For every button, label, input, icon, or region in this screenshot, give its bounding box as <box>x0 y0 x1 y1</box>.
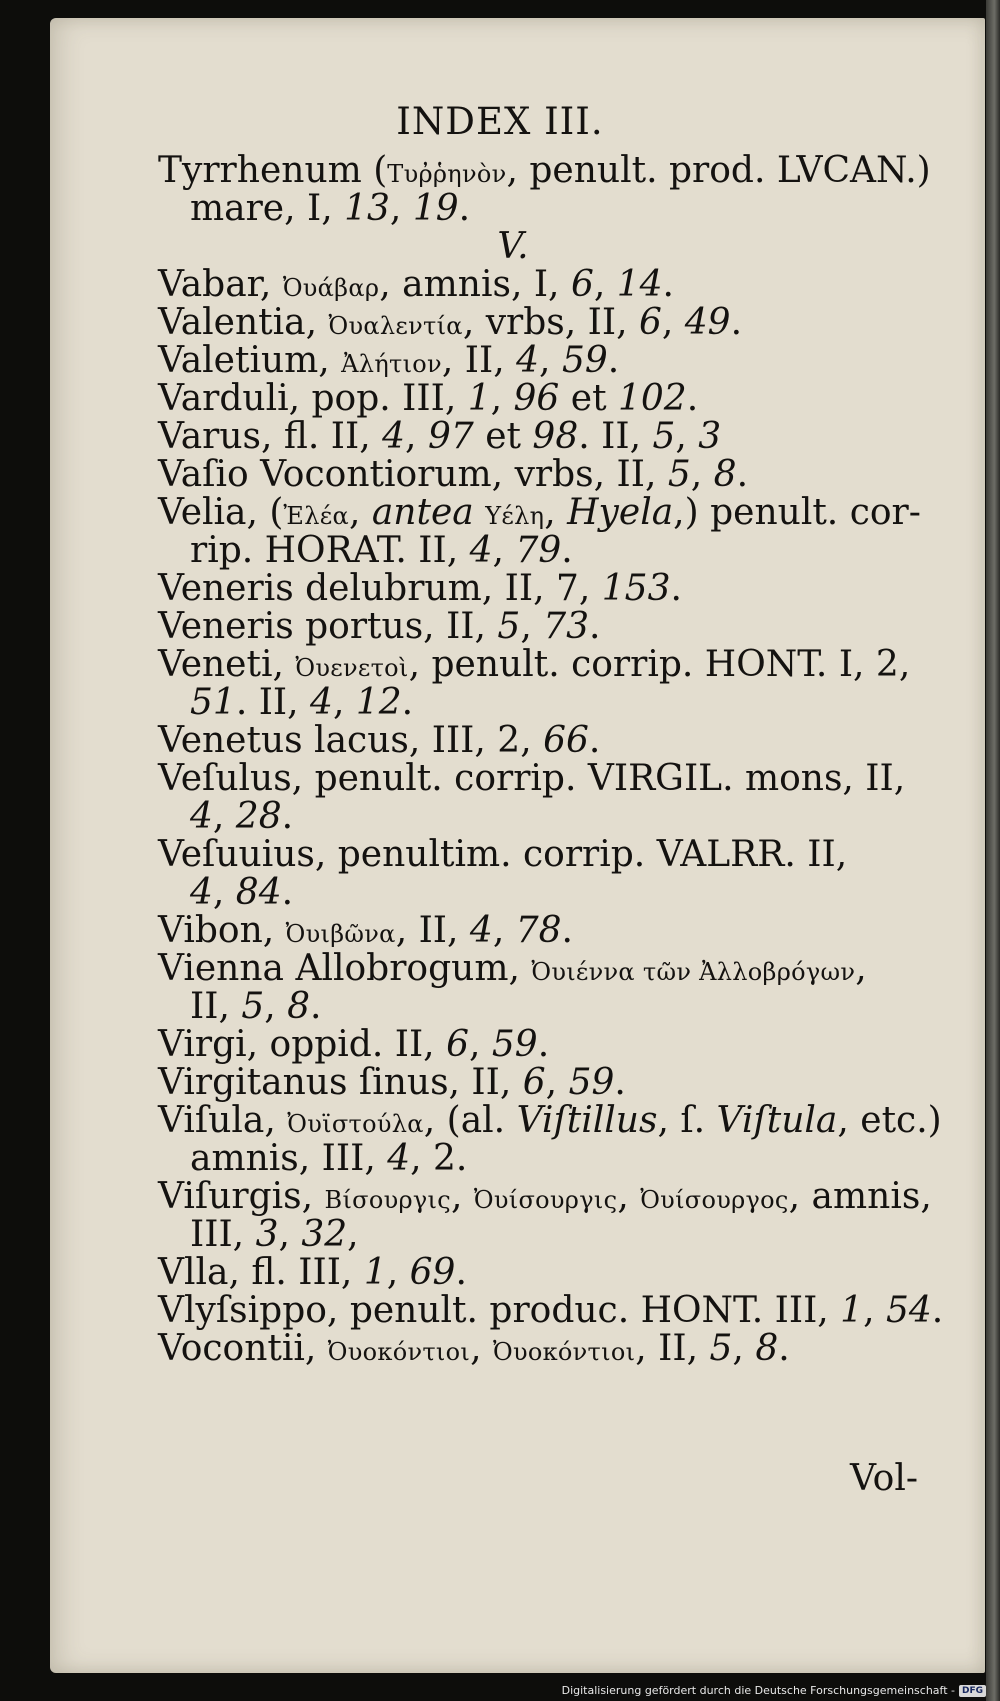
entry-text: . <box>607 340 620 381</box>
index-entry <box>158 304 928 342</box>
reference-number: Viſtula <box>716 1100 838 1141</box>
reference-number: 4 <box>190 872 213 913</box>
reference-number: 96 <box>513 378 560 419</box>
index-entry-continuation <box>158 798 928 836</box>
entry-text: . II, <box>578 416 653 457</box>
entry-text: . <box>458 188 471 229</box>
reference-number: 8 <box>287 986 311 1027</box>
reference-number: 3 <box>255 1214 279 1255</box>
reference-number: 97 <box>427 416 474 457</box>
entry-text: III, <box>190 1214 256 1255</box>
entry-text: , <box>468 1024 492 1065</box>
entry-text: rip. HORAT. II, <box>190 530 470 571</box>
greek-name: Ὀυαλεντία <box>328 312 463 340</box>
entry-text: Veneti, <box>158 644 296 685</box>
reference-number: 79 <box>515 530 562 571</box>
entry-text: , <box>278 1214 302 1255</box>
greek-name: Ἀλήτιον <box>341 350 442 378</box>
index-entry <box>158 418 928 456</box>
entry-text: , <box>732 1328 756 1369</box>
reference-number: 4 <box>382 416 406 457</box>
index-entry-continuation <box>158 988 928 1026</box>
reference-number: 51 <box>190 682 236 723</box>
index-entry <box>158 608 928 646</box>
greek-name: Ἐλέα <box>283 502 349 530</box>
greek-name: Ὀυενετοὶ <box>295 654 409 682</box>
index-entries <box>158 150 944 1369</box>
reference-number: 102 <box>618 378 687 419</box>
entry-text: , <box>855 948 867 989</box>
index-entry <box>158 760 928 798</box>
entry-text: Varus, fl. II, <box>158 416 383 457</box>
entry-text: et <box>473 416 533 457</box>
entry-text: , <box>264 986 288 1027</box>
greek-name: Ὀυοκόντιοι <box>492 1338 636 1366</box>
entry-text: , <box>545 1062 569 1103</box>
entry-text: , <box>405 416 428 457</box>
entry-text: Valentia, <box>158 302 329 343</box>
reference-number: 69 <box>409 1252 456 1293</box>
index-entry <box>158 266 928 304</box>
entry-text: , <box>675 416 699 457</box>
entry-text: , penult. corrip. HONT. I, 2, <box>408 644 911 685</box>
entry-text: , penult. prod. LVCAN.) <box>506 150 931 191</box>
reference-number: Viſtillus <box>516 1100 658 1141</box>
entry-text: . <box>931 1290 944 1331</box>
index-entry <box>158 646 928 684</box>
reference-number: 3 <box>698 416 722 457</box>
reference-number: 98 <box>532 416 579 457</box>
greek-name: Ὀυϊστούλα <box>287 1110 424 1138</box>
entry-text <box>474 492 485 533</box>
entry-text: Veneris delubrum, II, 7, <box>158 568 602 609</box>
reference-number: 4 <box>387 1138 411 1179</box>
entry-text: , amnis, I, <box>379 264 571 305</box>
greek-name: Ὀυιβῶνα <box>285 920 396 948</box>
reference-number: 84 <box>235 872 282 913</box>
entry-text: , <box>212 796 236 837</box>
reference-number: 78 <box>515 910 562 951</box>
digitization-footer <box>562 1684 986 1697</box>
entry-text: Veſulus, penult. corrip. VIRGIL. mons, II, <box>158 758 906 799</box>
reference-number: 1 <box>467 378 491 419</box>
entry-text: Vocontii, <box>158 1328 328 1369</box>
reference-number: 5 <box>652 416 676 457</box>
entry-text: , <box>690 454 714 495</box>
reference-number: 73 <box>543 606 590 647</box>
greek-name: Ὀυίσουργις <box>473 1186 618 1214</box>
entry-text: . <box>561 530 573 571</box>
entry-text: Vaſio Vocontiorum, vrbs, II, <box>158 454 668 495</box>
entry-text: Tyrrhenum ( <box>158 150 388 191</box>
index-entry <box>158 1176 932 1217</box>
entry-text: , <box>332 682 356 723</box>
index-entry-continuation <box>158 874 928 912</box>
index-entry <box>158 494 928 532</box>
entry-text: , vrbs, II, <box>462 302 639 343</box>
entry-text: . <box>401 682 414 723</box>
greek-name: Υέλη <box>485 502 545 530</box>
index-entry <box>158 950 928 988</box>
reference-number: 59 <box>491 1024 538 1065</box>
reference-number: 59 <box>568 1062 615 1103</box>
entry-text: , <box>539 340 562 381</box>
reference-number: antea <box>371 492 474 533</box>
entry-text: et <box>559 378 618 419</box>
index-entry-continuation <box>158 1140 928 1178</box>
entry-text: . <box>310 986 322 1027</box>
index-entry <box>158 1100 942 1141</box>
entry-text: V. <box>497 226 529 267</box>
index-entry <box>158 1330 928 1368</box>
entry-text: . <box>281 872 294 913</box>
reference-number: 5 <box>667 454 691 495</box>
section-letter <box>158 228 928 266</box>
entry-text: Vabar, <box>158 264 283 305</box>
catchword: Vol- <box>849 1458 918 1499</box>
entry-text: mare, I, <box>190 188 345 229</box>
reference-number: 8 <box>713 454 737 495</box>
entry-text: Viſurgis, <box>158 1176 325 1217</box>
entry-text: , <box>863 1290 886 1331</box>
entry-text: , <box>490 378 514 419</box>
running-header: INDEX III. <box>396 100 604 143</box>
index-entry <box>158 342 928 380</box>
entry-text: , etc.) <box>837 1100 942 1141</box>
entry-text: ,) penult. cor- <box>673 492 921 533</box>
reference-number: 59 <box>561 340 608 381</box>
index-entry-continuation <box>158 684 928 722</box>
entry-text: Vlla, fl. III, <box>158 1252 364 1293</box>
entry-text: , <box>492 910 516 951</box>
reference-number: 1 <box>840 1290 864 1331</box>
entry-text: Velia, ( <box>158 492 284 533</box>
greek-name: Τυῤῥηνὸν <box>387 160 507 188</box>
entry-text: Valetium, <box>158 340 342 381</box>
footer-text: Digitalisierung gefördert durch die Deutsche Forschungsgemeinschaft - <box>561 1684 955 1697</box>
dfg-logo: DFG <box>959 1685 986 1697</box>
reference-number: 54 <box>885 1290 932 1331</box>
entry-text: Veſuuius, penultim. corrip. VALRR. II, <box>158 834 848 875</box>
entry-text: II, <box>190 986 242 1027</box>
entry-text: , <box>617 1176 641 1217</box>
reference-number: 1 <box>363 1252 387 1293</box>
entry-text: . <box>588 720 601 761</box>
entry-text: , <box>389 188 413 229</box>
reference-number: 8 <box>755 1328 779 1369</box>
reference-number: 4 <box>190 796 213 837</box>
reference-number: 66 <box>543 720 589 761</box>
reference-number: Hyela <box>567 492 674 533</box>
entry-text: Veneris portus, II, <box>158 606 498 647</box>
reference-number: 6 <box>570 264 594 305</box>
entry-text: , <box>593 264 617 305</box>
entry-text: Vlyſsippo, penult. produc. HONT. III, <box>158 1290 841 1331</box>
reference-number: 28 <box>235 796 282 837</box>
entry-text: . <box>281 796 294 837</box>
entry-text: . <box>670 568 682 609</box>
reference-number: 19 <box>412 188 459 229</box>
reference-number: 5 <box>241 986 265 1027</box>
reference-number: 5 <box>709 1328 733 1369</box>
greek-name: Ὀυίσουργος <box>640 1186 789 1214</box>
index-entry <box>158 380 928 418</box>
reference-number: 4 <box>469 530 493 571</box>
reference-number: 6 <box>446 1024 469 1065</box>
index-entry <box>158 150 931 191</box>
greek-name: Βίσουργις <box>324 1186 452 1214</box>
entry-text: . <box>662 264 674 305</box>
page-edge <box>986 0 1000 1701</box>
entry-text: , <box>347 1214 359 1255</box>
greek-name: Ὀυιέννα τῶν Ἀλλοβρόγων <box>531 958 856 986</box>
entry-text: , <box>451 1176 474 1217</box>
entry-text: , <box>386 1252 410 1293</box>
entry-text: Vienna Allobrogum, <box>158 948 532 989</box>
entry-text: , 2. <box>410 1138 468 1179</box>
reference-number: 12 <box>355 682 402 723</box>
entry-text: . <box>778 1328 790 1369</box>
entry-text: Venetus lacus, III, 2, <box>158 720 544 761</box>
index-entry <box>158 1064 928 1102</box>
index-entry <box>158 912 928 950</box>
entry-text: . <box>537 1024 550 1065</box>
entry-text: . <box>589 606 601 647</box>
entry-text: , II, <box>395 910 470 951</box>
index-entry <box>158 570 928 608</box>
entry-text: , II, <box>441 340 517 381</box>
entry-text: Viſula, <box>158 1100 288 1141</box>
entry-text: , <box>661 302 685 343</box>
index-entry-continuation <box>158 190 928 228</box>
reference-number: 6 <box>522 1062 546 1103</box>
entry-text: . <box>561 910 573 951</box>
entry-text: , ſ. <box>657 1100 717 1141</box>
entry-text: Virgi, oppid. II, <box>158 1024 447 1065</box>
reference-number: 14 <box>616 264 663 305</box>
reference-number: 4 <box>310 682 333 723</box>
entry-text: , <box>492 530 516 571</box>
index-entry-continuation <box>158 1216 928 1254</box>
entry-text: , <box>348 492 372 533</box>
entry-text: . <box>736 454 749 495</box>
entry-text: Vibon, <box>158 910 286 951</box>
index-entry <box>158 456 928 494</box>
entry-text: Varduli, pop. III, <box>158 378 468 419</box>
entry-text: , <box>520 606 544 647</box>
reference-number: 153 <box>601 568 671 609</box>
index-entry <box>158 1026 928 1064</box>
greek-name: Ὀυάβαρ <box>282 274 380 302</box>
entry-text: , <box>544 492 568 533</box>
entry-text: . <box>455 1252 467 1293</box>
index-entry <box>158 1290 944 1331</box>
index-entry <box>158 1254 928 1292</box>
entry-text: . <box>614 1062 626 1103</box>
entry-text: . <box>730 302 743 343</box>
index-entry <box>158 836 928 874</box>
entry-text: amnis, III, <box>190 1138 388 1179</box>
reference-number: 4 <box>516 340 540 381</box>
reference-number: 6 <box>638 302 662 343</box>
entry-text: , II, <box>635 1328 710 1369</box>
reference-number: 5 <box>497 606 521 647</box>
entry-text: . <box>686 378 699 419</box>
entry-text: , amnis, <box>788 1176 932 1217</box>
greek-name: Ὀυοκόντιοι <box>327 1338 471 1366</box>
index-entry-continuation <box>158 532 928 570</box>
entry-text: , <box>212 872 236 913</box>
entry-text: , <box>470 1328 493 1369</box>
entry-text: , (al. <box>423 1100 517 1141</box>
reference-number: 49 <box>684 302 731 343</box>
reference-number: 32 <box>301 1214 348 1255</box>
entry-text: Virgitanus ſinus, II, <box>158 1062 523 1103</box>
reference-number: 4 <box>469 910 493 951</box>
reference-number: 13 <box>344 188 390 229</box>
index-entry <box>158 722 928 760</box>
entry-text: . II, <box>235 682 311 723</box>
